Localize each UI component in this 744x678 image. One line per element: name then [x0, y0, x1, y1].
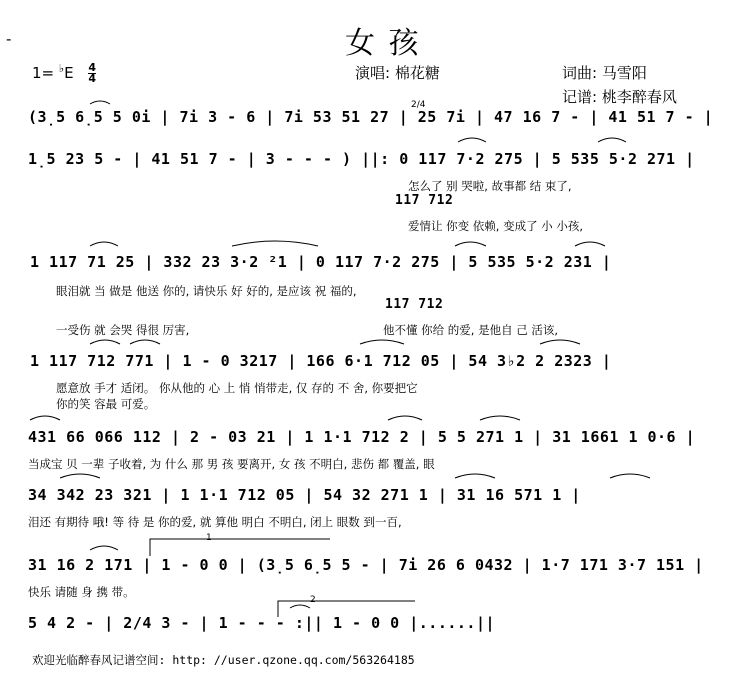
key-signature: 1= ♭E $\frac{4}{4}$: [32, 61, 97, 85]
notation-row-5: 431 66 066 112 | 2 - 03 21 | 1 1·1 712 2 | 5 5 271 1 | 31 1661 1 0·6 |: [28, 428, 696, 446]
lyrics-row-3-verse-2-right: 他不懂 你给 的爱, 是他自 己 活该,: [383, 323, 559, 337]
slur-mark: [575, 242, 605, 246]
slur-mark: [90, 546, 118, 550]
transcriber-credit: 记谱: 桃李醉春风: [562, 88, 677, 106]
lyrics-row-4-verse-1: 愿意放 手才 适闭。 你从他的 心 上 悄 悄带走, 仅 存的 不 舍, 你要把它: [56, 381, 418, 395]
composer-credit: 词曲: 马雪阳: [562, 64, 647, 82]
alt-notation-row-3: 117 712: [385, 297, 444, 312]
notation-row-4: 1 117 712 771 | 1 - 0 3217 | 166 6·1 712 05 | 54 3♭2 2 2323 |: [30, 352, 612, 370]
lyrics-row-3-verse-2-left: 一受伤 就 会哭 得很 厉害,: [56, 323, 190, 337]
slur-mark: [90, 242, 118, 246]
slur-mark: [360, 340, 404, 344]
slur-mark: [455, 242, 486, 246]
slur-mark: [455, 474, 495, 478]
slur-mark: [290, 605, 310, 608]
volta-2-label: 2: [310, 595, 316, 605]
footer-credit: 欢迎光临醉春风记谱空间: http: //user.qzone.qq.com/563264185: [32, 653, 415, 667]
slur-mark: [90, 340, 120, 344]
lyrics-row-3-verse-1: 眼泪就 当 做是 他送 你的, 请快乐 好 好的, 是应该 祝 福的,: [56, 284, 357, 298]
slur-mark: [60, 474, 100, 478]
lyrics-row-7: 快乐 请随 身 携 带。: [28, 585, 135, 599]
notation-row-8: 5 4 2 - | 2/4 3 - | 1 - - - :|| 1 - 0 0 |......||: [28, 614, 496, 632]
volta-2-bracket: [278, 601, 415, 617]
lyrics-row-2-verse-2: 爱情让 你变 依赖, 变成了 小 小孩,: [408, 219, 584, 233]
time-signature: $\frac{4}{4}$: [88, 61, 97, 85]
notation-row-6: 34 342 23 321 | 1 1·1 712 05 | 54 32 271 1 | 31 16 571 1 |: [28, 486, 581, 504]
slur-mark: [598, 138, 626, 142]
notation-row-3: 1 117 71 25 | 332 23 3·2 ²1 | 0 117 7·2 275 | 5 535 5·2 231 |: [30, 253, 612, 271]
song-title: 女 孩: [345, 26, 421, 61]
flat-sign: ♭: [58, 62, 65, 75]
notation-row-2: 1̣5 23 5 - | 41 51 7 - | 3 - - - ) ||: 0 117 7·2 275 | 5 535 5·2 271 |: [28, 150, 695, 168]
left-margin-dash: -: [6, 30, 12, 48]
notation-row-1: (3̣5 6̣5 5 0i | 7i 3 - 6 | 7i 53 51 27 | 25 7i | 47 16 7 - | 41 51 7 - |: [28, 108, 714, 126]
lyrics-row-4-verse-2: 你的笑 容最 可爱。: [56, 397, 156, 411]
volta-1-label: 1: [206, 533, 212, 543]
alt-notation-row-2: 117 712: [395, 193, 454, 208]
lyrics-row-6: 泪还 有期待 哦! 等 待 是 你的爱, 就 算他 明白 不明白, 闭上 眼数 到一百,: [28, 515, 402, 529]
slur-mark: [480, 416, 520, 420]
slur-mark: [610, 474, 650, 478]
slur-mark: [130, 340, 160, 344]
singer-credit: 演唱: 棉花糖: [355, 64, 440, 82]
slur-mark: [388, 416, 422, 420]
slur-mark: [232, 241, 318, 246]
slur-mark: [458, 138, 486, 142]
slur-mark: [90, 101, 110, 104]
slur-mark: [30, 416, 60, 420]
notation-row-7: 31 16 2 171 | 1 - 0 0 | (3̣5 6̣5 5 - | 7i 26 6 0432 | 1·7 171 3·7 151 |: [28, 556, 704, 574]
lyrics-row-2-verse-1: 怎么了 别 哭啦, 故事都 结 束了,: [408, 179, 572, 193]
slur-mark: [540, 340, 580, 344]
lyrics-row-5: 当成宝 贝 一辈 子收着, 为 什么 那 男 孩 要离开, 女 孩 不明白, 悲伤 都 覆盖, 眼: [28, 457, 435, 471]
volta-1-bracket: [150, 539, 330, 556]
time-change-mark: 2/4: [411, 100, 426, 110]
